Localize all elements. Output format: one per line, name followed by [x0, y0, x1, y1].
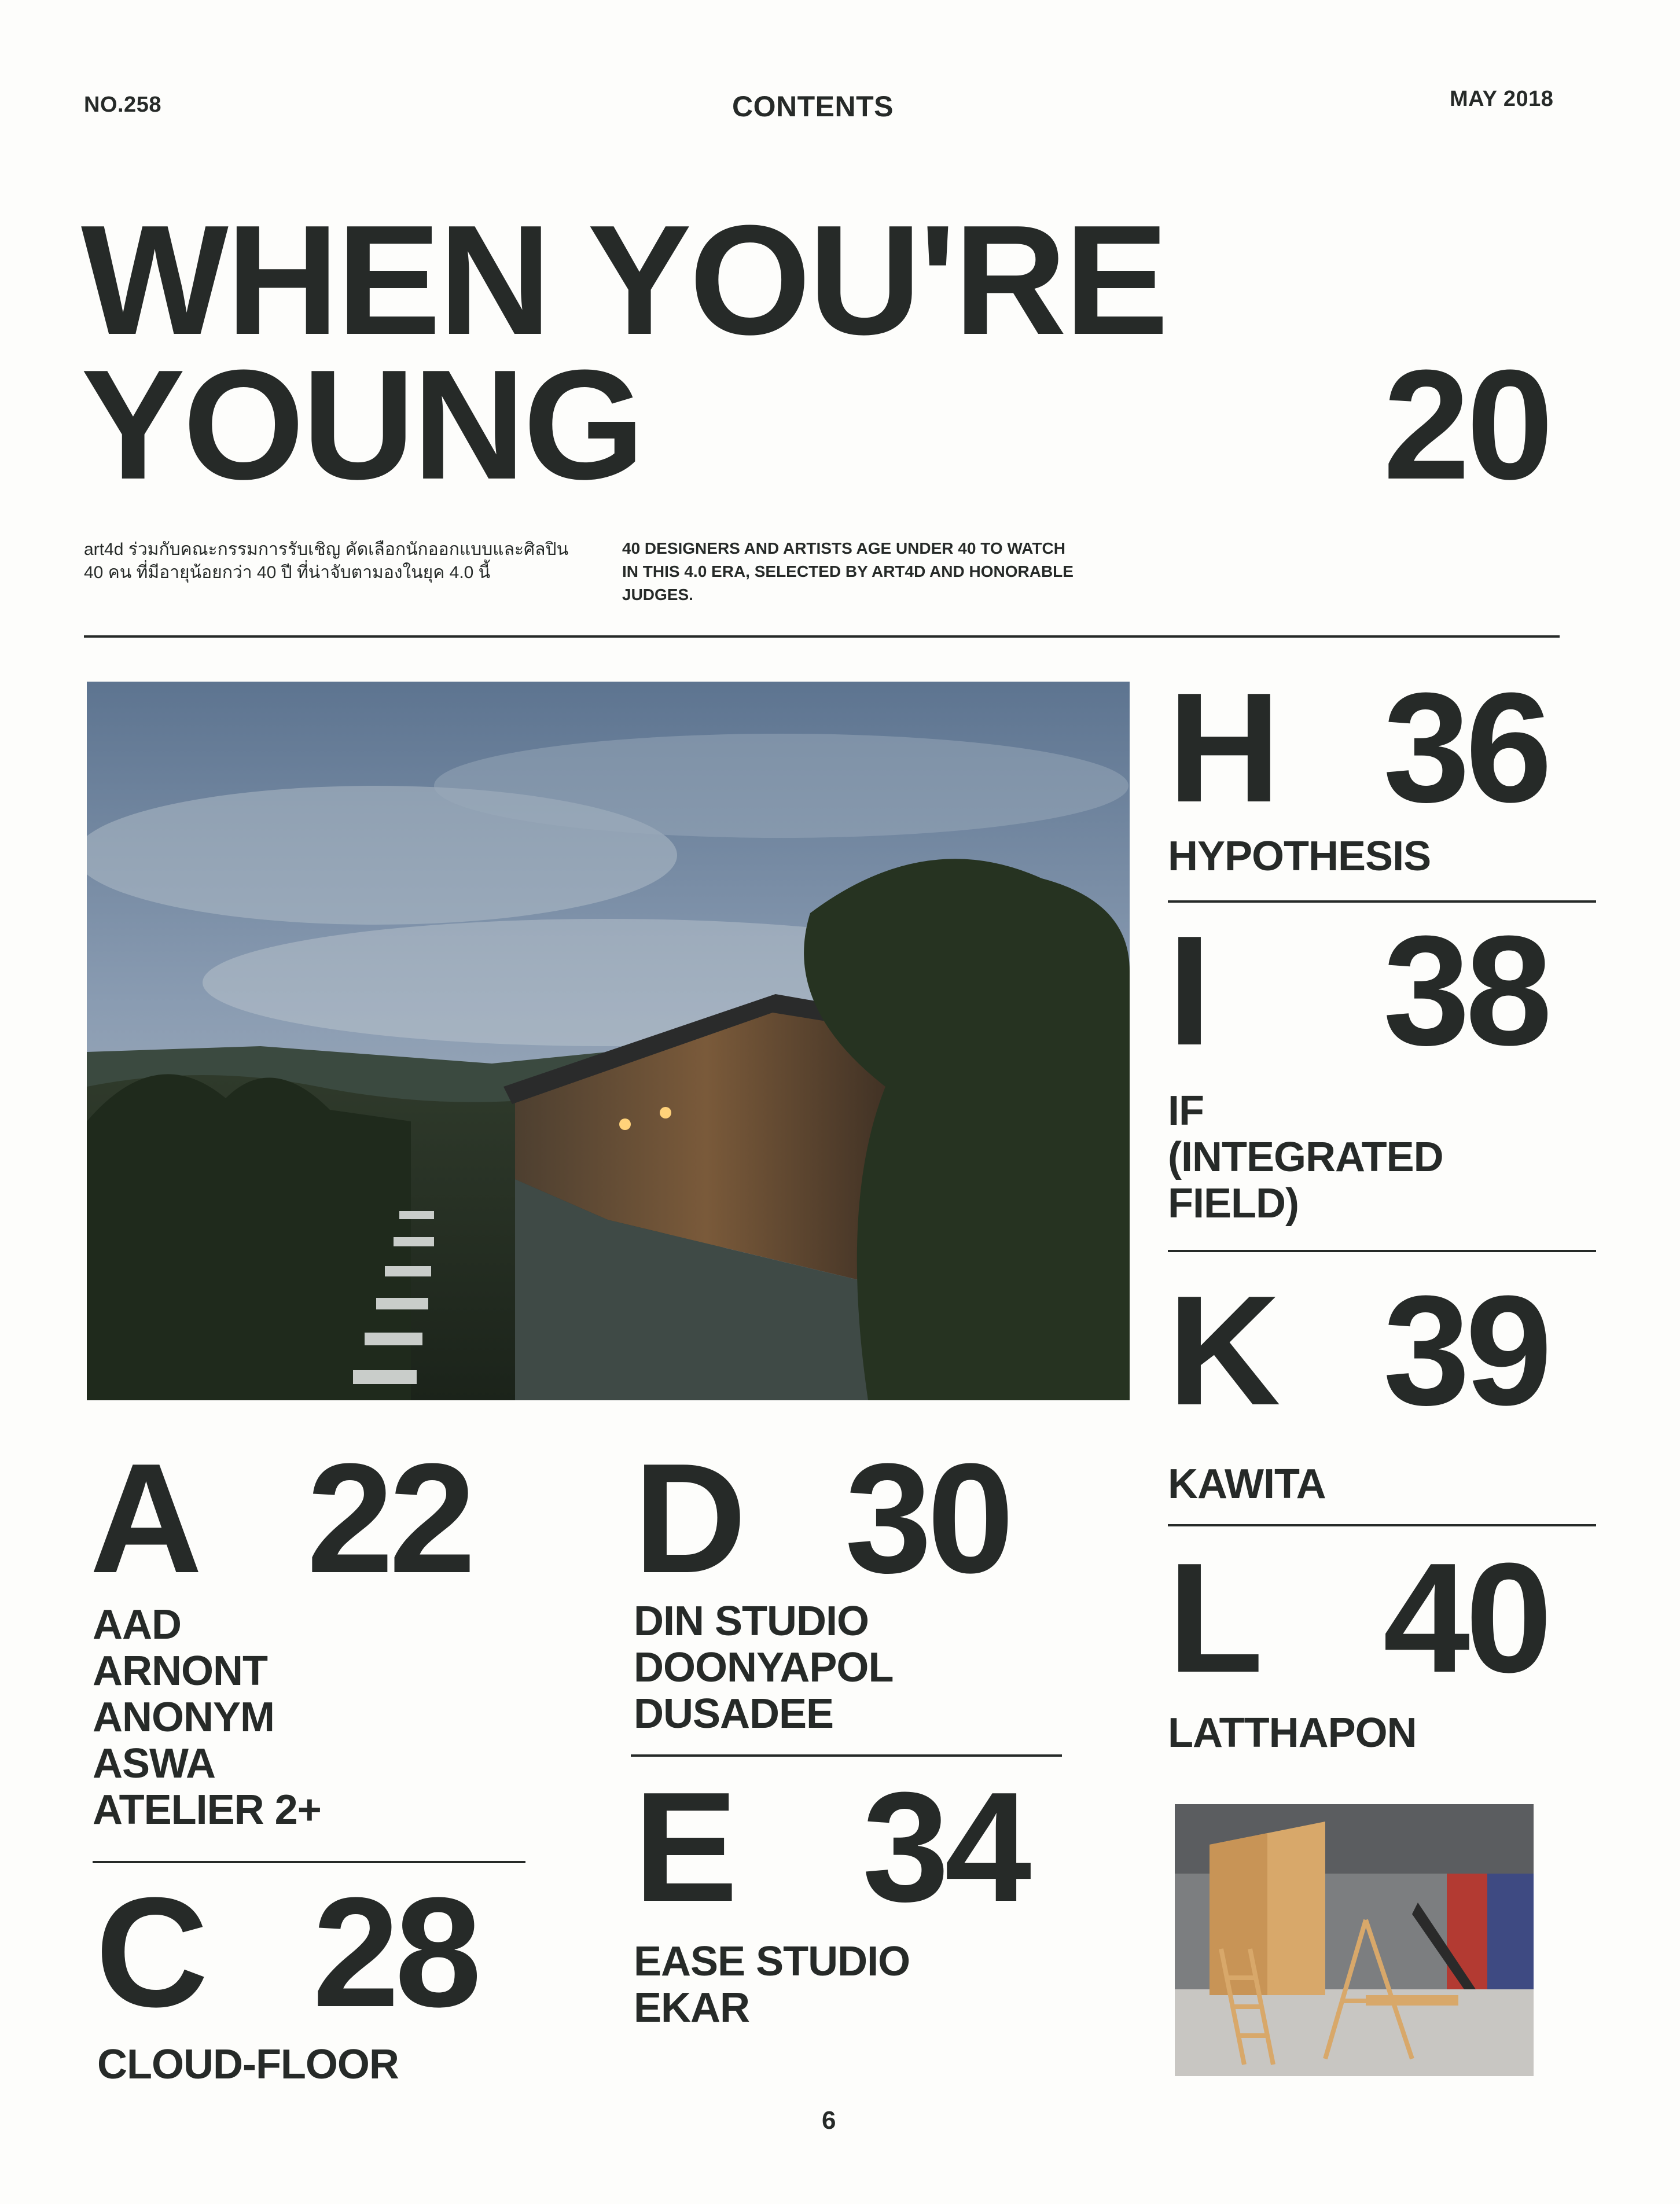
feature-title-line-2: YOUNG — [81, 338, 643, 512]
entry-e-letter: E — [634, 1760, 738, 1934]
entry-l-letter: L — [1168, 1531, 1263, 1705]
entry-l-page: 40 — [1383, 1531, 1548, 1705]
entry-k-names — [1168, 1461, 1326, 1507]
entry-h-names — [1168, 833, 1431, 880]
entry-a-letter: A — [90, 1432, 203, 1606]
issue-date: MAY 2018 — [1450, 87, 1554, 111]
entry-h-letter: H — [1168, 661, 1281, 835]
exhibition-photo — [1175, 1804, 1534, 2076]
entry-d-page: 30 — [845, 1432, 1010, 1606]
section-title: CONTENTS — [732, 90, 894, 123]
entry-name: IF — [1168, 1088, 1204, 1134]
entry-name: ATELIER 2+ — [93, 1787, 321, 1833]
entry-l-names — [1168, 1710, 1417, 1756]
feature-page-number: 20 — [1383, 338, 1550, 512]
page-number: 6 — [822, 2106, 836, 2135]
feature-description-english — [622, 537, 1074, 606]
entry-name: EASE STUDIO — [634, 1938, 910, 1985]
entry-name: FIELD) — [1168, 1180, 1299, 1227]
divider — [93, 1861, 525, 1863]
desc-thai-line: art4d ร่วมกับคณะกรรมการรับเชิญ คัดเลือกนักออกแบบและศิลปิน — [84, 540, 569, 559]
main-photo — [87, 682, 1130, 1400]
desc-thai-line: 40 คน ที่มีอายุน้อยกว่า 40 ปี ที่น่าจับตามองในยุค 4.0 นี้ — [84, 563, 491, 582]
entry-name: ASWA — [93, 1741, 215, 1787]
entry-e-page: 34 — [862, 1760, 1027, 1934]
entry-d-letter: D — [634, 1432, 747, 1606]
issue-number: NO.258 — [84, 93, 161, 117]
feature-description-thai — [84, 538, 568, 584]
entry-name: CLOUD-FLOOR — [97, 2041, 399, 2088]
entry-i-letter: I — [1168, 904, 1212, 1078]
entry-name: EKAR — [634, 1985, 750, 2031]
entry-name: AAD — [93, 1602, 181, 1648]
desc-en-line: 40 DESIGNERS AND ARTISTS AGE UNDER 40 TO WATCH — [622, 539, 1065, 557]
entry-i-page: 38 — [1383, 904, 1548, 1078]
entry-name: HYPOTHESIS — [1168, 833, 1431, 880]
divider — [631, 1754, 1062, 1757]
entry-a-page: 22 — [307, 1432, 472, 1606]
entry-c-page: 28 — [313, 1866, 477, 2040]
header-divider — [84, 635, 1560, 638]
entry-c-names — [97, 2041, 399, 2088]
desc-en-line: IN THIS 4.0 ERA, SELECTED BY ART4D AND HONORABLE — [622, 562, 1074, 580]
entry-name: KAWITA — [1168, 1461, 1326, 1507]
entry-name: DUSADEE — [634, 1691, 834, 1737]
entry-name: DIN STUDIO — [634, 1598, 869, 1644]
entry-name: ANONYM — [93, 1694, 274, 1741]
entry-k-page: 39 — [1383, 1264, 1548, 1438]
entry-d-names — [634, 1598, 893, 1737]
divider — [1168, 1250, 1596, 1252]
entry-h-page: 36 — [1383, 661, 1548, 835]
entry-i-names — [1168, 1088, 1443, 1227]
entry-name: (INTEGRATED — [1168, 1134, 1443, 1180]
entry-c-letter: C — [95, 1866, 208, 2040]
desc-en-line: JUDGES. — [622, 586, 693, 604]
entry-name: DOONYAPOL — [634, 1644, 894, 1691]
entry-k-letter: K — [1168, 1264, 1281, 1438]
entry-name: ARNONT — [93, 1648, 267, 1694]
divider — [1168, 1524, 1596, 1526]
feature-title-line-1: WHEN YOU'RE — [81, 193, 1167, 367]
entry-name: LATTHAPON — [1168, 1710, 1417, 1756]
entry-a-names — [93, 1602, 321, 1833]
divider — [1168, 900, 1596, 903]
entry-e-names — [634, 1938, 910, 2031]
